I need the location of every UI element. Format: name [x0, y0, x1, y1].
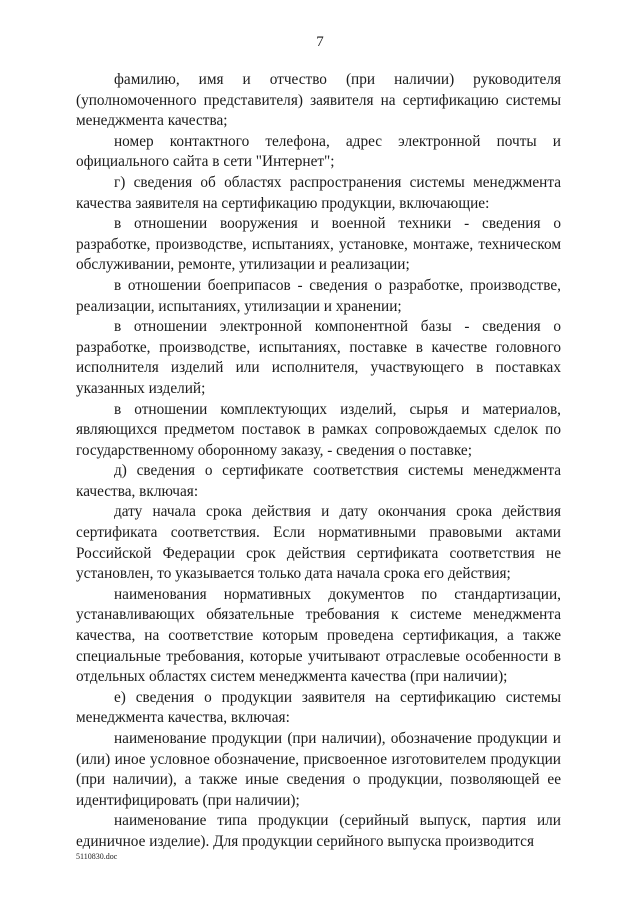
paragraph: г) сведения об областях распространения системы менеджмента качества заявителя на сертификацию продукции, включающие:: [76, 173, 561, 212]
paragraph: е) сведения о продукции заявителя на сертификацию системы менеджмента качества, включая:: [76, 688, 561, 727]
paragraph: наименование продукции (при наличии), обозначение продукции и (или) иное условное обозначение, присвоенное изготовителем продукции (при наличии), а также иные сведения о продукции, позволяющей ее идентифицировать (при наличии);: [76, 730, 561, 809]
page-number: 7: [316, 34, 324, 50]
paragraph: наименование типа продукции (серийный выпуск, партия или единичное изделие). Для продукции серийного выпуска производится: [76, 812, 561, 850]
paragraph: в отношении вооружения и военной техники - сведения о разработке, производстве, испытаниях, установке, монтаже, техническом обслуживании, ремонте, утилизации и реализации;: [76, 215, 561, 274]
footer-filename: 5110830.doc: [76, 852, 118, 861]
paragraph: фамилию, имя и отчество (при наличии) руководителя (уполномоченного представителя) заявителя на сертификацию системы менеджмента качества;: [76, 71, 561, 130]
document-body: [76, 70, 561, 853]
paragraph: наименования нормативных документов по стандартизации, устанавливающих обязательные требования к системе менеджмента качества, на соответствие которым проведена сертификация, а также специальные требования, которые учитывают отраслевые особенности в отдельных областях систем менеджмента качества (при наличии);: [76, 585, 561, 686]
paragraph: в отношении комплектующих изделий, сырья и материалов, являющихся предметом поставок в рамках сопровождаемых сделок по государственному оборонному заказу, - сведения о поставке;: [76, 400, 561, 459]
paragraph: дату начала срока действия и дату окончания срока действия сертификата соответствия. Если нормативными правовыми актами Российской Федерации срок действия сертификата соответствия не установлен, то указывается только дата начала срока его действия;: [76, 503, 561, 583]
paragraph: д) сведения о сертификате соответствия системы менеджмента качества, включая:: [76, 462, 561, 500]
paragraph: в отношении боеприпасов - сведения о разработке, производстве, реализации, испытаниях, утилизации и хранении;: [76, 276, 561, 315]
paragraph: в отношении электронной компонентной базы - сведения о разработке, производстве, испытаниях, поставке в качестве головного исполнителя изделий или исполнителя, участвующего в поставках указанных изделий;: [76, 318, 561, 397]
paragraph: номер контактного телефона, адрес электронной почты и официального сайта в сети "Интернет";: [76, 132, 561, 171]
